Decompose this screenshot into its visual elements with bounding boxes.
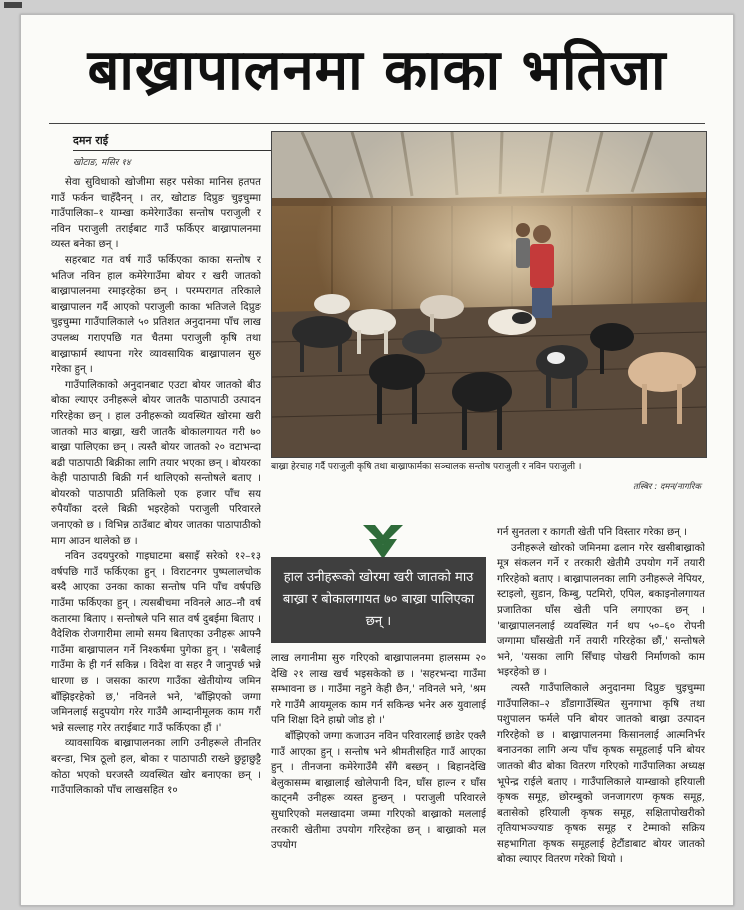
pull-quote [271,525,486,643]
goat-shed-illustration [272,132,706,457]
paragraph: नविन उदयपुरको गाइघाटमा बसाइँ सरेको १२–१३ वर्षपछि गाउँ फर्किएका हुन् । विराटनगर पुष्पलालचोक बस्दै आएका उनका काका सन्तोष पनि पाँच वर्षपछि गाउँमा फर्किएका हुन् । त्यसबीचमा नविनले आठ–नौ वर्ष कतारमा बिताए । सन्तोषले पनि सात वर्ष दुबईमा बिताए । वैदेशिक रोजगारीमा लामो समय बिताएका उनीहरू आफ्नै गाउँमा बाख्रापालन गर्ने निश्कर्षमा पुगेका हुन् । 'सबैलाई गाउँमा के ही गर्न सकिन्न । विदेश वा सहर नै जानुपर्छ भन्ने धारणा छ । जसका कारण गाउँका खेतीयोग्य जमिन बाँझिइरहेको छ,' नविनले भने, 'बाँझिएको जग्गा जमिनलाई सदुपयोग गरेर गाउँमै आम्दानीमूलक काम गरौं भन्ने सल्लाह गरेर तराईबाट गाउँ फर्किएका हौं ।' [51,551,261,734]
paragraph: सेवा सुविधाको खोजीमा सहर पसेका मानिस हतपत गाउँ फर्कन चाहँदैनन् । तर, खोटाङ दिप्रुङ चुइचुम्मा गाउँपालिका–१ याम्खा कमेरेगाउँका सन्तोष पराजुली र नविन पराजुली तराईबाट गाउँ फर्किएर बाख्रापालनमा व्यस्त बनेका छन् । [51,177,261,251]
article-column-2 [271,651,486,899]
author-name: दमन राई [73,133,273,151]
scan-edge-mark [4,2,22,8]
paragraph: गाउँपालिकाको अनुदानबाट एउटा बोयर जातको बीउ बोका ल्याएर उनीहरूले बोयर जातकै पाठापाठी उत्पादन गरिरहेका छन् । हाल उनीहरूको व्यवस्थित खोरमा खरी जातको माउ बाख्रा, खरी जातकै बोकालगायत गरी ७० बाख्रा पालिएका छन् । त्यस्तै बोयर जातको २० वटाभन्दा बढी पाठापाठी बिक्रीका लागि तयार भएका छन् । बोयरका केही पाठापाठी बिक्री गर्न थालिएको सन्तोषले बताए । बोयरको पाठापाठी प्रतिकिलो एक हजार पाँच सय रुपैयाँका दरले बिक्री भइरहेको पराजुली परिवारले जनाएको छ । विभिन्न ठाउँबाट बोयर जातका पाठापाठीको माग आउन थालेको छ । [51,379,261,547]
pull-quote-text: हाल उनीहरूको खोरमा खरी जातको माउ बाख्रा र बोकालगायत ७० बाख्रा पालिएका छन् । [271,557,486,643]
article-column-3 [497,525,705,899]
paragraph: व्यावसायिक बाख्रापालनका लागि उनीहरूले तीनतिर बरन्डा, भित्र ठूलो हल, बोका र पाठापाठी राख्ने छुट्टाछुट्टै कोठा भएको घरजस्तै व्यवस्थित खोर बनाएका छन् । गाउँपालिकाको पाँच लाखसहित १० [51,738,261,797]
paragraph: सहरबाट गत वर्ष गाउँ फर्किएका काका सन्तोष र भतिज नविन हाल कमेरेगाउँमा बोयर र खरी जातको बाख्रापालनमा रमाइरहेका छन् । परम्परागत तरिकाले बाख्रापालन गर्दै आएको पराजुली काका भतिजले दिप्रुङ चुइचुम्मा गाउँपालिकाले ५० प्रतिशत अनुदानमा पाँच लाख उपलब्ध गराएपछि गत चैतमा पराजुली कृषि तथा बाख्राफार्म स्थापना गरेर व्यावसायिक बाख्रापालन सुरु गरेका हुन् । [51,254,261,376]
dateline: खोटाङ, मसिर १४ [73,158,131,168]
newspaper-page [20,14,734,906]
byline [73,133,273,168]
paragraph: लाख लगानीमा सुरु गरिएको बाख्रापालनमा हालसम्म २० देखि २१ लाख खर्च भइसकेको छ । 'सहरभन्दा गाउँमा सम्भावना छ । गाउँमा नहुने केही छैन,' नविनले भने, 'श्रम गरे गाउँमै आयमूलक काम गर्न सकिन्छ भनेर अरु युवालाई पनि शिक्षा दिने हाम्रो जोड हो ।' [271,653,486,727]
paragraph: गर्न सुनतला र कागती खेती पनि विस्तार गरेका छन् । [497,527,687,538]
headline: बाख्रापालनमा काका भतिजा [87,38,667,103]
article-column-1 [51,175,261,897]
photo-caption: बाख्रा हेरचाह गर्दै पराजुली कृषि तथा बाख्राफार्मका सञ्चालक सन्तोष पराजुली र नविन पराजुली । [271,462,582,472]
paragraph: बाँझिएको जग्गा कजाउन नविन परिवारलाई छाडेर एक्लै गाउँ आएका हुन् । सन्तोष भने श्रीमतीसहित गाउँ आएका हुन् । तीनजना कमेरेगाउँमै सँगै बस्छन् । बिहानदेखि बेलुकासम्म बाख्रालाई खोलेपानी दिन, घाँस हाल्न र घाँस काट्नमै उनीहरू व्यस्त हुन्छन् । पराजुली परिवारले सुधारिएको मलखादमा जम्मा गरिएको बाख्राको मललाई तरकारी खेतीमा उपयोग गरिरहेका छन् । बाख्राको मल उपयोग [271,730,486,852]
article-photo [271,131,707,458]
headline-rule [49,123,705,124]
photo-credit: तस्बिर : दमन/नागरिक [632,482,701,492]
quote-chevron-icon [363,525,403,561]
paragraph: त्यस्तै गाउँपालिकाले अनुदानमा दिप्रुङ चुइचुम्मा गाउँपालिका–२ डाँडागाउँस्थित सुनगाभा कृषि तथा पशुपालन फर्मले पनि बोयर जातको बाख्रा उत्पादन गरिरहेको छ । बाख्रापालनमा किसानलाई आत्मनिर्भर बनाउनका लागि अन्य पाँच कृषक समूहलाई पनि बोयर जातको बीउ बोका वितरण गरिएको गाउँपालिका अध्यक्ष भूपेन्द्र राईले बताए । गाउँपालिकाले याम्खाको हरियाली कृषक समूह, छोरम्बुको जनजागरण कृषक समूह, बतासेको हरियाली कृषक समूह, सक्षितापोखरीको तृतियाभञ्ज्याङ कृषक समूह र टेम्माको सक्रिय सहभागिता कृषक समूहलाई हेटौंडाबाट बोयर जातको बोका ल्याएर वितरण गरेको थियो । [497,682,705,866]
paragraph: उनीहरूले खोरको जमिनमा ढलान गरेर खसीबाख्राको मूत्र संकलन गर्ने र तरकारी खेतीमै उपयोग गर्ने तयारी गरिरहेको बताए । बाख्रापालनका लागि उनीहरूले नेपियर, स्टाइलो, सुडान, किम्बु, पटमिरो, एपिल, बकाइनोलगायत प्रजातिका घाँस खेती पनि लगाएका छन् । 'बाख्रापालनलाई व्यवस्थित गर्न थप ५०–६० रोपनी जग्गामा घाँसखेती गर्ने तयारी गरिरहेका छौं,' सन्तोषले भने, 'यसका लागि सिँचाइ पोखरी निर्माणको काम भइरहेको छ । [497,542,705,679]
